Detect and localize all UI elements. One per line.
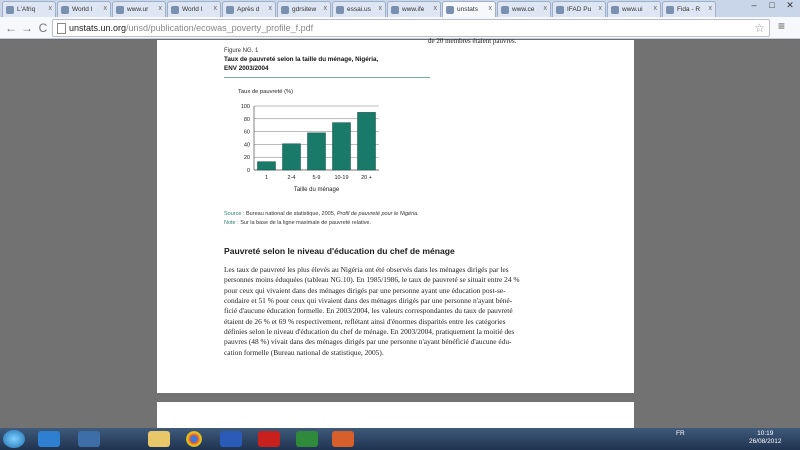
tab-close-icon[interactable]: x: [543, 5, 547, 12]
y-tick-label: 80: [243, 116, 250, 123]
tab-close-icon[interactable]: x: [158, 5, 162, 12]
tab-favicon-icon: [61, 6, 69, 14]
tab-favicon-icon: [446, 6, 454, 14]
tab-close-icon[interactable]: x: [103, 5, 107, 12]
body-line: personnes moins éduquées (tableau NG.10). En 1985/1986, le taux de pauvreté se situait entre 24 %: [224, 275, 520, 285]
excel-icon[interactable]: [296, 431, 318, 447]
reload-button[interactable]: C: [38, 21, 48, 35]
tab-close-icon[interactable]: x: [708, 5, 712, 12]
app-icon[interactable]: [332, 431, 354, 447]
tab-close-icon[interactable]: x: [378, 5, 382, 12]
section-heading: Pauvreté selon le niveau d'éducation du chef de ménage: [224, 246, 455, 256]
tab-label: World I: [182, 6, 203, 13]
browser-tab[interactable]: [167, 1, 221, 17]
source-title: Profil de pauvreté pour le Nigéria.: [336, 211, 419, 217]
x-tick-label: 2-4: [287, 175, 296, 181]
previous-text-snippet: de 20 membres étaient pauvres.: [428, 37, 517, 45]
bookmark-star-icon[interactable]: ☆: [754, 21, 765, 35]
bar: [358, 112, 376, 170]
tab-close-icon[interactable]: x: [213, 5, 217, 12]
bar: [258, 162, 276, 170]
y-axis-label: Taux de pauvreté (%): [238, 89, 294, 95]
bar: [333, 123, 351, 170]
source-label: Source :: [224, 211, 245, 217]
browser-tab[interactable]: [222, 1, 276, 17]
figure-rule: [224, 77, 430, 78]
figure-title-line: ENV 2003/2004: [224, 64, 269, 72]
browser-tab[interactable]: [332, 1, 386, 17]
language-indicator[interactable]: FR: [676, 430, 685, 437]
tab-label: World I: [72, 6, 93, 13]
tab-favicon-icon: [6, 6, 14, 14]
tab-label: unstats: [457, 6, 478, 13]
y-tick-label: 60: [243, 129, 250, 136]
clock-time: 10:19: [757, 430, 774, 437]
body-line: Les taux de pauvreté les plus élevés au Nigéria ont été observés dans les ménages dirigés par les: [224, 265, 509, 274]
tab-favicon-icon: [226, 6, 234, 14]
tab-favicon-icon: [116, 6, 124, 14]
pdf-viewer[interactable]: [0, 37, 800, 428]
page-icon: [57, 23, 66, 34]
start-button[interactable]: [3, 430, 25, 448]
browser-tab[interactable]: [2, 1, 56, 17]
figure-title: [224, 56, 474, 73]
tab-favicon-icon: [666, 6, 674, 14]
url-path: /unsd/publication/ecowas_poverty_profile_f.pdf: [126, 23, 314, 33]
body-paragraph: [224, 265, 576, 358]
figure-label: Figure NG. 1: [224, 48, 259, 54]
taskbar: [0, 428, 800, 450]
clock[interactable]: [749, 430, 782, 446]
tab-label: essai.us: [347, 6, 371, 13]
tab-label: L'Afriq: [17, 6, 36, 13]
minimize-button[interactable]: –: [751, 0, 757, 10]
tab-strip: [0, 0, 800, 17]
browser-tab[interactable]: [277, 1, 331, 17]
tab-close-icon[interactable]: x: [48, 5, 52, 12]
y-tick-label: 40: [243, 142, 250, 149]
x-tick-label: 5-9: [312, 175, 321, 181]
body-line: définies selon le niveau d'éducation du chef de ménage. En 2003/2004, pratiquement la moitié des: [224, 327, 515, 337]
tab-close-icon[interactable]: x: [323, 5, 327, 12]
back-button[interactable]: ←: [5, 21, 17, 35]
browser-tab[interactable]: [552, 1, 606, 17]
browser-tab[interactable]: [442, 1, 496, 18]
tab-favicon-icon: [391, 6, 399, 14]
browser-tab[interactable]: [57, 1, 111, 17]
tab-close-icon[interactable]: x: [268, 5, 272, 12]
chrome-icon[interactable]: [186, 431, 202, 447]
media-player-icon[interactable]: [78, 431, 100, 447]
body-line: étaient de 26 % et 69 % respectivement, reflétant ainsi d'énormes disparités entre les catégories: [224, 316, 506, 326]
tab-label: gdrsitew: [292, 6, 317, 13]
body-line: pauvres (48 %) vivait dans des ménages dirigés par une personne n'ayant bénéficié d'aucune édu-: [224, 337, 512, 347]
poverty-bar-chart: [224, 86, 424, 204]
tab-favicon-icon: [556, 6, 564, 14]
close-window-button[interactable]: ✕: [786, 0, 794, 10]
tab-favicon-icon: [171, 6, 179, 14]
tab-label: www.ife: [402, 6, 425, 13]
browser-tab[interactable]: [662, 1, 716, 17]
x-axis-label: Taille du ménage: [293, 187, 340, 193]
tab-close-icon[interactable]: x: [488, 5, 492, 12]
bar: [308, 133, 326, 170]
tab-favicon-icon: [281, 6, 289, 14]
maximize-button[interactable]: □: [769, 0, 775, 10]
tab-label: www.ce: [512, 6, 535, 13]
figure-note: [224, 220, 371, 226]
tab-close-icon[interactable]: x: [653, 5, 657, 12]
browser-tab[interactable]: [497, 1, 551, 17]
figure-title-line: Taux de pauvreté selon la taille du ménage, Nigéria,: [224, 56, 379, 63]
x-tick-label: 20 +: [361, 175, 372, 181]
body-line: condaire et 51 % pour ceux qui vivaient dans des ménages dirigés par une personne n'ayant béné-: [224, 296, 513, 306]
tab-close-icon[interactable]: x: [433, 5, 437, 12]
browser-tab[interactable]: [112, 1, 166, 17]
address-bar[interactable]: [52, 19, 770, 37]
tab-favicon-icon: [611, 6, 619, 14]
source-text: Bureau national de statistique, 2005,: [244, 211, 337, 217]
tab-label: Après d: [237, 6, 260, 13]
forward-button[interactable]: →: [21, 21, 33, 35]
y-tick-label: 0: [246, 168, 250, 174]
y-tick-label: 100: [240, 104, 250, 110]
tab-label: www.ur: [127, 6, 149, 13]
browser-tab[interactable]: [607, 1, 661, 17]
body-line: ficié d'aucune éducation formelle. En 2003/2004, les valeurs correspondantes du taux de pauvreté: [224, 306, 513, 316]
acrobat-icon[interactable]: [258, 431, 280, 447]
explorer-icon[interactable]: [148, 431, 170, 447]
body-line: cation formelle (Bureau national de statistique, 2005).: [224, 347, 384, 357]
url-host: unstats.un.org: [69, 23, 127, 33]
body-line: pour ceux qui vivaient dans des ménages dirigés par une personne ayant une éducation post-se-: [224, 285, 506, 295]
url-text[interactable]: [69, 23, 313, 33]
y-tick-label: 20: [243, 155, 250, 162]
browser-toolbar: [0, 17, 800, 39]
browser-menu-icon[interactable]: ≡: [778, 19, 786, 33]
tab-favicon-icon: [501, 6, 509, 14]
tab-label: www.ui: [622, 6, 643, 13]
tab-close-icon[interactable]: x: [598, 5, 602, 12]
pdf-page: [157, 37, 634, 393]
x-tick-label: 1: [264, 175, 269, 181]
word-icon[interactable]: [220, 431, 242, 447]
note-text: Sur la base de la ligne maximale de pauvreté relative.: [238, 220, 372, 226]
browser-tab[interactable]: [387, 1, 441, 17]
x-tick-label: 10-19: [334, 175, 349, 181]
tab-label: Fida - R: [677, 6, 701, 13]
ie-icon[interactable]: [38, 431, 60, 447]
figure-source: [224, 211, 419, 217]
tab-label: IFAD Pu: [567, 6, 592, 13]
bar: [283, 144, 301, 170]
clock-date: 26/08/2012: [749, 438, 782, 445]
note-label: Note :: [224, 220, 239, 226]
tab-favicon-icon: [336, 6, 344, 14]
